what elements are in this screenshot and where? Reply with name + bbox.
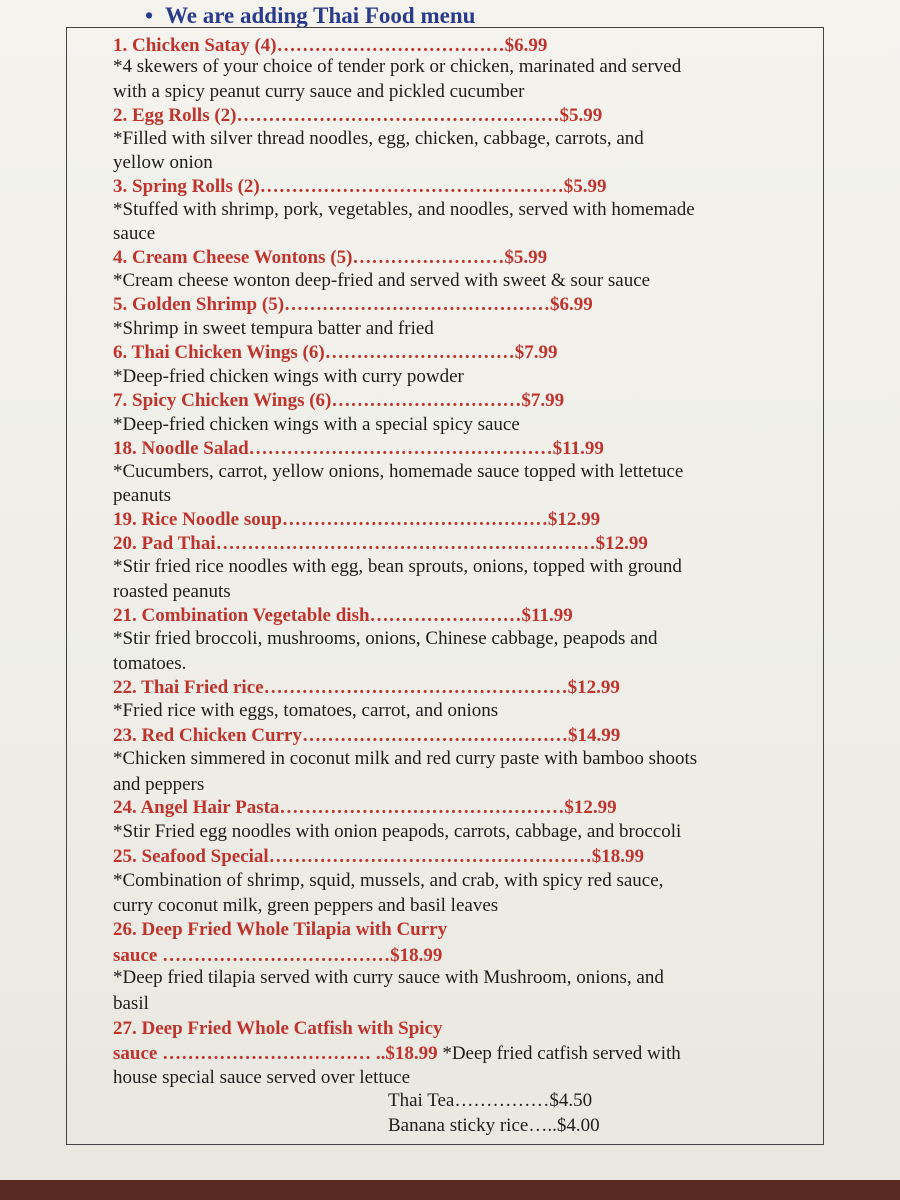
menu-item-description — [113, 198, 695, 222]
menu-item-title — [113, 796, 617, 820]
menu-item-name-price: 25. Seafood Special……………………………………………$18.99 — [113, 846, 644, 867]
menu-item-description-text: *Deep-fried chicken wings with a special spicy sauce — [113, 414, 520, 435]
menu-item-name-price: 19. Rice Noodle soup……………………………………$12.99 — [113, 509, 601, 530]
menu-item-title — [113, 389, 564, 413]
menu-item-description — [113, 820, 681, 844]
menu-item-description — [113, 460, 683, 484]
menu-header — [145, 3, 475, 29]
menu-item-description — [113, 413, 520, 437]
menu-item-description-text: house special sauce served over lettuce — [113, 1067, 411, 1088]
menu-item-description — [113, 269, 650, 293]
menu-item-description-text: yellow onion — [113, 152, 213, 173]
extra-item-thai-tea — [388, 1089, 592, 1113]
menu-item-title — [113, 246, 547, 270]
menu-item-name-price: 21. Combination Vegetable dish……………………$11.99 — [113, 605, 573, 626]
menu-item-name-price: 7. Spicy Chicken Wings (6)…………………………$7.99 — [113, 390, 565, 411]
menu-item-name-price: 6. Thai Chicken Wings (6)…………………………$7.99 — [113, 342, 558, 363]
menu-item-title — [113, 437, 604, 461]
menu-item-description — [113, 151, 213, 175]
menu-item-title — [113, 341, 557, 365]
extra-item-label: Banana sticky rice….. — [388, 1115, 557, 1136]
menu-item-description — [113, 484, 171, 508]
menu-item-description-text: *4 skewers of your choice of tender pork or chicken, marinated and served — [113, 56, 682, 77]
menu-item-name-price: sauce …………………………… ..$18.99 — [113, 1043, 438, 1064]
menu-item-description — [113, 652, 186, 676]
menu-item-description — [113, 869, 663, 893]
extra-item-price: $4.50 — [549, 1090, 593, 1111]
menu-item-description — [113, 80, 525, 104]
menu-item-description-text: *Cream cheese wonton deep-fried and served with sweet & sour sauce — [113, 270, 651, 291]
menu-item-name-price: 23. Red Chicken Curry……………………………………$14.99 — [113, 725, 621, 746]
menu-item-description-text: *Shrimp in sweet tempura batter and fried — [113, 318, 434, 339]
menu-cover-edge — [0, 1180, 900, 1200]
menu-item-description — [113, 773, 204, 797]
bullet-icon: • — [145, 3, 154, 28]
menu-item-description-text: *Combination of shrimp, squid, mussels, and crab, with spicy red sauce, — [113, 870, 664, 891]
menu-item-title — [113, 175, 607, 199]
menu-item-name-price: 27. Deep Fried Whole Catfish with Spicy — [113, 1018, 443, 1039]
menu-item-title — [113, 918, 447, 942]
menu-item-description-text: *Stir fried broccoli, mushrooms, onions, Chinese cabbage, peapods and — [113, 628, 658, 649]
menu-item-name-price: 5. Golden Shrimp (5)……………………………………$6.99 — [113, 294, 593, 315]
menu-item-name-price: 26. Deep Fried Whole Tilapia with Curry — [113, 919, 448, 940]
menu-item-description — [113, 555, 682, 579]
menu-item-description-text: *Cucumbers, carrot, yellow onions, homemade sauce topped with lettetuce — [113, 461, 684, 482]
menu-item-description — [113, 747, 697, 771]
menu-item-title — [113, 1042, 681, 1066]
menu-item-description — [113, 580, 231, 604]
extra-item-label: Thai Tea…………… — [388, 1090, 550, 1111]
menu-item-description — [113, 127, 644, 151]
menu-item-name-price: 4. Cream Cheese Wontons (5)……………………$5.99 — [113, 247, 548, 268]
menu-item-description-text: tomatoes. — [113, 653, 187, 674]
menu-item-description-text: *Stuffed with shrimp, pork, vegetables, and noodles, served with homemade — [113, 199, 695, 220]
menu-item-description-text: *Chicken simmered in coconut milk and red curry paste with bamboo shoots — [113, 748, 698, 769]
menu-item-description-text: basil — [113, 993, 149, 1014]
menu-item-name-price: 24. Angel Hair Pasta………………………………………$12.99 — [113, 797, 617, 818]
menu-item-description-text: *Filled with silver thread noodles, egg, chicken, cabbage, carrots, and — [113, 128, 644, 149]
menu-item-title — [113, 944, 442, 968]
extra-item-price: $4.00 — [556, 1115, 600, 1136]
menu-item-description — [113, 966, 664, 990]
menu-item-description-text: *Fried rice with eggs, tomatoes, carrot, and onions — [113, 700, 499, 721]
menu-item-name-price: 2. Egg Rolls (2)……………………………………………$5.99 — [113, 105, 603, 126]
menu-item-title — [113, 532, 648, 556]
menu-item-description-text: sauce — [113, 223, 156, 244]
menu-item-name-price: 1. Chicken Satay (4)………………………………$6.99 — [113, 35, 548, 56]
menu-item-name-price: 22. Thai Fried rice…………………………………………$12.99 — [113, 677, 620, 698]
menu-item-title — [113, 104, 602, 128]
menu-item-description — [113, 365, 464, 389]
menu-item-description-text: curry coconut milk, green peppers and basil leaves — [113, 895, 499, 916]
menu-item-title — [113, 293, 593, 317]
menu-item-description — [113, 1066, 410, 1090]
menu-item-description — [113, 627, 658, 651]
menu-item-title — [113, 604, 573, 628]
menu-item-description-text: *Stir Fried egg noodles with onion peapods, carrots, cabbage, and broccoli — [113, 821, 682, 842]
menu-item-description-text: peanuts — [113, 485, 172, 506]
menu-item-name-price: 3. Spring Rolls (2)…………………………………………$5.99 — [113, 176, 607, 197]
menu-item-name-price: 18. Noodle Salad…………………………………………$11.99 — [113, 438, 604, 459]
menu-item-title — [113, 724, 620, 748]
menu-item-title — [113, 1017, 443, 1041]
menu-item-description-text: roasted peanuts — [113, 581, 231, 602]
menu-item-description-text: *Stir fried rice noodles with egg, bean sprouts, onions, topped with ground — [113, 556, 682, 577]
menu-item-description — [113, 222, 155, 246]
menu-item-description-text: *Deep fried tilapia served with curry sauce with Mushroom, onions, and — [113, 967, 664, 988]
menu-item-description-text: *Deep-fried chicken wings with curry powder — [113, 366, 464, 387]
menu-item-description — [113, 699, 498, 723]
menu-item-description — [113, 55, 681, 79]
menu-item-description — [113, 894, 498, 918]
menu-item-description-text: and peppers — [113, 774, 205, 795]
extra-item-banana-sticky-rice — [388, 1114, 600, 1138]
menu-item-description-text: *Deep fried catfish served with — [437, 1043, 681, 1064]
menu-item-name-price: 20. Pad Thai……………………………………………………$12.99 — [113, 533, 648, 554]
menu-title: We are adding Thai Food menu — [165, 3, 476, 28]
menu-item-description-text: with a spicy peanut curry sauce and pickled cucumber — [113, 81, 525, 102]
menu-item-title — [113, 676, 620, 700]
menu-item-title — [113, 508, 600, 532]
menu-item-description — [113, 317, 434, 341]
menu-item-description — [113, 992, 149, 1016]
menu-item-name-price: sauce ………………………………$18.99 — [113, 945, 443, 966]
menu-item-title — [113, 845, 644, 869]
